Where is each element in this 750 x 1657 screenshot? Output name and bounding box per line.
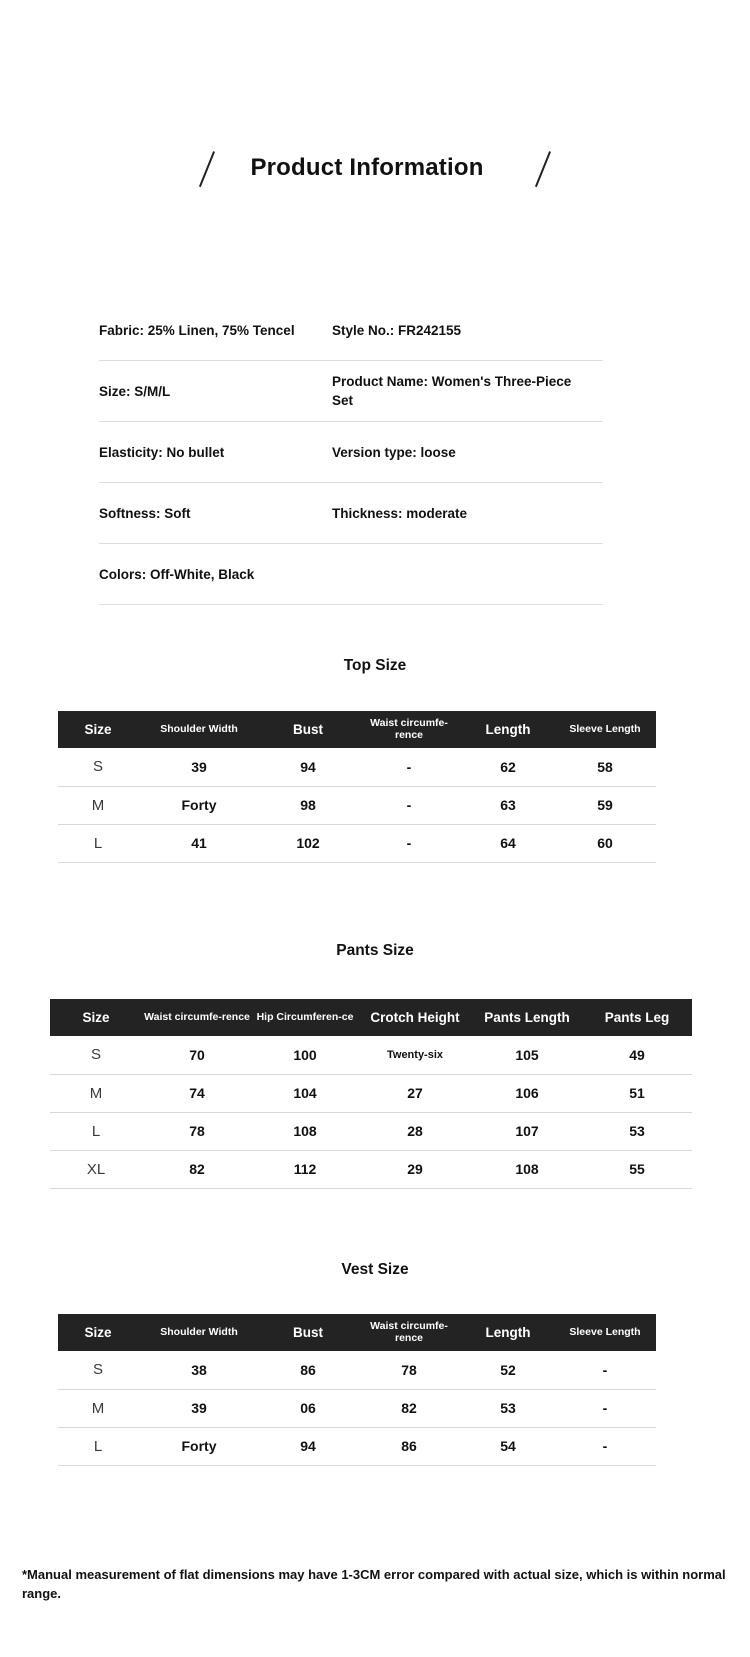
- product-info-empty: [332, 546, 603, 604]
- cell-hip-circumference: 104: [252, 1074, 358, 1112]
- vest-size-table: [58, 1314, 656, 1466]
- cell-pants-leg: 51: [582, 1074, 692, 1112]
- column-header-length: Length: [462, 711, 554, 748]
- cell-length: 52: [462, 1351, 554, 1389]
- cell-shoulder-width: 39: [138, 1389, 260, 1427]
- cell-hip-circumference: 100: [252, 1036, 358, 1074]
- cell-pants-length: 107: [472, 1112, 582, 1150]
- table-row: [58, 1351, 656, 1389]
- cell-size: L: [58, 824, 138, 862]
- slash-icon-left: [194, 148, 220, 188]
- cell-size: S: [58, 748, 138, 786]
- cell-length: 54: [462, 1427, 554, 1465]
- cell-crotch-height: Twenty-six: [358, 1036, 472, 1074]
- column-header-pants-leg: Pants Leg: [582, 999, 692, 1036]
- column-header-bust: Bust: [260, 711, 356, 748]
- cell-sleeve-length: -: [554, 1427, 656, 1465]
- cell-waist-circumference: 82: [142, 1150, 252, 1188]
- cell-waist: 78: [356, 1351, 462, 1389]
- cell-bust: 98: [260, 786, 356, 824]
- column-header-shoulder-width: Shoulder Width: [138, 711, 260, 748]
- cell-hip-circumference: 108: [252, 1112, 358, 1150]
- cell-size: S: [50, 1036, 142, 1074]
- table-row: [50, 1150, 692, 1188]
- cell-size: M: [58, 1389, 138, 1427]
- product-info-row: [99, 544, 603, 605]
- cell-crotch-height: 28: [358, 1112, 472, 1150]
- table-header-row: [50, 999, 692, 1036]
- cell-shoulder-width: Forty: [138, 786, 260, 824]
- cell-bust: 06: [260, 1389, 356, 1427]
- table-row: [50, 1036, 692, 1074]
- table-header-row: [58, 1314, 656, 1351]
- cell-pants-length: 105: [472, 1036, 582, 1074]
- cell-bust: 102: [260, 824, 356, 862]
- top-size-table: [58, 711, 656, 863]
- table-row: [50, 1074, 692, 1112]
- cell-pants-length: 106: [472, 1074, 582, 1112]
- cell-crotch-height: 29: [358, 1150, 472, 1188]
- pants-size-title: Pants Size: [336, 942, 414, 959]
- column-header-waist-circumference: Waist circumfe-rence: [356, 1314, 462, 1351]
- cell-waist: 86: [356, 1427, 462, 1465]
- cell-bust: 86: [260, 1351, 356, 1389]
- cell-pants-leg: 53: [582, 1112, 692, 1150]
- column-header-size: Size: [58, 1314, 138, 1351]
- top-size-title: Top Size: [343, 657, 407, 674]
- cell-pants-leg: 55: [582, 1150, 692, 1188]
- cell-bust: 94: [260, 748, 356, 786]
- column-header-shoulder-width: Shoulder Width: [138, 1314, 260, 1351]
- cell-shoulder-width: 41: [138, 824, 260, 862]
- cell-size: L: [58, 1427, 138, 1465]
- table-row: [58, 1427, 656, 1465]
- cell-size: XL: [50, 1150, 142, 1188]
- column-header-sleeve-length: Sleeve Length: [554, 711, 656, 748]
- cell-length: 53: [462, 1389, 554, 1427]
- cell-crotch-height: 27: [358, 1074, 472, 1112]
- column-header-length: Length: [462, 1314, 554, 1351]
- cell-size: M: [58, 786, 138, 824]
- cell-size: M: [50, 1074, 142, 1112]
- cell-size: L: [50, 1112, 142, 1150]
- page-title-block: [0, 148, 750, 188]
- cell-waist-circumference: 70: [142, 1036, 252, 1074]
- product-info-row: [99, 422, 603, 483]
- cell-waist: 82: [356, 1389, 462, 1427]
- cell-sleeve-length: 58: [554, 748, 656, 786]
- product-info-row: [99, 483, 603, 544]
- cell-waist: -: [356, 786, 462, 824]
- slash-icon-right: [530, 148, 556, 188]
- product-info-thickness: Thickness: moderate: [332, 505, 468, 521]
- product-info-product-name: Product Name: Women's Three-Piece Set: [332, 374, 572, 408]
- cell-bust: 94: [260, 1427, 356, 1465]
- column-header-waist-circumference: Waist circumfe-rence: [356, 711, 462, 748]
- product-info-colors: Colors: Off-White, Black: [99, 566, 255, 582]
- product-info-style-no: Style No.: FR242155: [332, 322, 462, 338]
- table-header-row: [58, 711, 656, 748]
- product-info-fabric: Fabric: 25% Linen, 75% Tencel: [99, 322, 295, 338]
- cell-length: 62: [462, 748, 554, 786]
- table-row: [58, 786, 656, 824]
- column-header-size: Size: [50, 999, 142, 1036]
- column-header-bust: Bust: [260, 1314, 356, 1351]
- cell-pants-length: 108: [472, 1150, 582, 1188]
- cell-waist: -: [356, 748, 462, 786]
- column-header-hip-circumference: Hip Circumferen-ce: [252, 999, 358, 1036]
- cell-pants-leg: 49: [582, 1036, 692, 1074]
- cell-waist: -: [356, 824, 462, 862]
- measurement-disclaimer: *Manual measurement of flat dimensions may have 1-3CM error compared with actual size, which is within normal range.: [22, 1567, 726, 1601]
- product-info-row: [99, 300, 603, 361]
- cell-length: 63: [462, 786, 554, 824]
- pants-size-table: [50, 999, 692, 1189]
- product-info-row: [99, 361, 603, 422]
- cell-shoulder-width: 38: [138, 1351, 260, 1389]
- product-info-softness: Softness: Soft: [99, 505, 191, 521]
- cell-size: S: [58, 1351, 138, 1389]
- column-header-waist-circumference: Waist circumfe-rence: [142, 999, 252, 1036]
- product-info-version-type: Version type: loose: [332, 444, 456, 460]
- column-header-crotch-height: Crotch Height: [358, 999, 472, 1036]
- cell-sleeve-length: 59: [554, 786, 656, 824]
- cell-sleeve-length: -: [554, 1389, 656, 1427]
- page-title: Product Information: [250, 154, 484, 181]
- cell-sleeve-length: 60: [554, 824, 656, 862]
- table-row: [58, 748, 656, 786]
- table-row: [58, 1389, 656, 1427]
- product-info-size: Size: S/M/L: [99, 383, 171, 399]
- cell-waist-circumference: 78: [142, 1112, 252, 1150]
- cell-length: 64: [462, 824, 554, 862]
- product-info-grid: [99, 300, 603, 605]
- vest-size-title: Vest Size: [341, 1261, 409, 1278]
- product-info-elasticity: Elasticity: No bullet: [99, 444, 225, 460]
- table-row: [58, 824, 656, 862]
- column-header-size: Size: [58, 711, 138, 748]
- cell-hip-circumference: 112: [252, 1150, 358, 1188]
- cell-shoulder-width: Forty: [138, 1427, 260, 1465]
- column-header-pants-length: Pants Length: [472, 999, 582, 1036]
- table-row: [50, 1112, 692, 1150]
- cell-sleeve-length: -: [554, 1351, 656, 1389]
- cell-shoulder-width: 39: [138, 748, 260, 786]
- cell-waist-circumference: 74: [142, 1074, 252, 1112]
- column-header-sleeve-length: Sleeve Length: [554, 1314, 656, 1351]
